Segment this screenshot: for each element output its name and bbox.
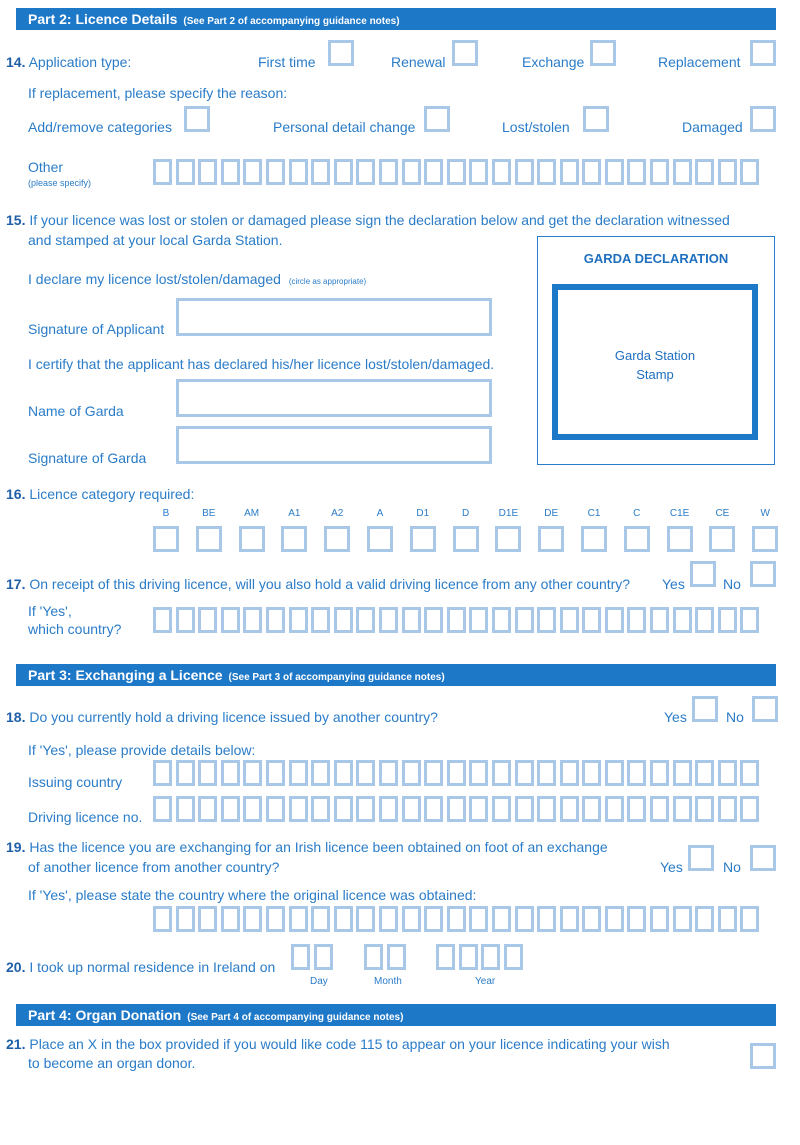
char-box[interactable] (537, 159, 556, 185)
char-box[interactable] (560, 159, 579, 185)
category-label: D1 (416, 508, 430, 519)
q15-line2: and stamped at your local Garda Station. (28, 232, 283, 248)
char-box[interactable] (424, 906, 443, 932)
char-box[interactable] (492, 607, 511, 633)
char-box[interactable] (243, 906, 262, 932)
part3-header (16, 664, 776, 686)
q18-no-label: No (726, 709, 744, 725)
other-label: Other (28, 159, 64, 175)
char-box[interactable] (560, 760, 579, 786)
char-box[interactable] (582, 760, 601, 786)
q16-label: 16. Licence category required: (6, 486, 195, 502)
q17-if-yes-2: which country? (28, 621, 122, 637)
certify-text: I certify that the applicant has declared his/her licence lost/stolen/damaged. (28, 356, 495, 372)
char-box[interactable] (650, 796, 669, 822)
category-checkbox[interactable] (752, 526, 778, 552)
char-box[interactable] (402, 159, 421, 185)
char-box[interactable] (447, 906, 466, 932)
char-box[interactable] (379, 159, 398, 185)
reason-lost-stolen-label: Lost/stolen (502, 119, 570, 135)
declare-note: (circle as appropriate) (288, 277, 367, 286)
char-box[interactable] (402, 906, 421, 932)
q19-no-label: No (723, 859, 741, 875)
q18-yes-label: Yes (664, 709, 687, 725)
q17-yes-checkbox[interactable] (690, 561, 716, 587)
char-box[interactable] (334, 906, 353, 932)
category-checkbox[interactable] (196, 526, 222, 552)
char-box[interactable] (266, 796, 285, 822)
char-box[interactable] (198, 159, 217, 185)
issuing-country-label: Issuing country (28, 774, 123, 790)
char-box[interactable] (492, 760, 511, 786)
category-label: C1 (587, 508, 601, 519)
signature-applicant-field[interactable] (176, 298, 492, 336)
category-label: W (760, 508, 770, 519)
char-box[interactable] (356, 906, 375, 932)
category-checkbox[interactable] (410, 526, 436, 552)
char-box[interactable] (311, 607, 330, 633)
other-input-boxes[interactable] (153, 159, 763, 185)
part2-title: Part 2: Licence Details (28, 11, 178, 27)
char-box[interactable] (379, 906, 398, 932)
q19-no-checkbox[interactable] (750, 845, 776, 871)
name-garda-label: Name of Garda (28, 403, 124, 419)
q19-yes-checkbox[interactable] (688, 845, 714, 871)
char-box[interactable] (469, 906, 488, 932)
category-checkbox[interactable] (453, 526, 479, 552)
char-box[interactable] (605, 760, 624, 786)
q19-yes-label: Yes (660, 859, 683, 875)
char-box[interactable] (356, 760, 375, 786)
part4-title: Part 4: Organ Donation (28, 1007, 182, 1023)
garda-declaration-panel (537, 236, 775, 465)
char-box[interactable] (447, 607, 466, 633)
char-box[interactable] (469, 159, 488, 185)
category-label: CE (715, 508, 730, 519)
char-box[interactable] (740, 906, 759, 932)
char-box[interactable] (266, 607, 285, 633)
char-box[interactable] (243, 796, 262, 822)
char-box[interactable] (436, 944, 455, 970)
day-label: Day (310, 976, 328, 987)
char-box[interactable] (447, 760, 466, 786)
category-label: A1 (288, 508, 301, 519)
char-box[interactable] (221, 760, 240, 786)
q18-label: 18. Do you currently hold a driving licence issued by another country? (6, 709, 438, 725)
month-boxes[interactable] (364, 944, 409, 970)
char-box[interactable] (198, 760, 217, 786)
category-label: A2 (331, 508, 344, 519)
char-box[interactable] (243, 760, 262, 786)
option-exchange-label: Exchange (522, 54, 585, 70)
char-box[interactable] (627, 906, 646, 932)
issuing-country-boxes[interactable] (153, 760, 763, 786)
month-label: Month (374, 976, 402, 987)
char-box[interactable] (289, 796, 308, 822)
char-box[interactable] (243, 607, 262, 633)
year-label: Year (475, 976, 496, 987)
char-box[interactable] (673, 159, 692, 185)
category-checkbox[interactable] (667, 526, 693, 552)
category-label: AM (244, 508, 260, 519)
char-box[interactable] (356, 159, 375, 185)
category-checkbox[interactable] (495, 526, 521, 552)
q18-if-yes: If 'Yes', please provide details below: (28, 742, 256, 758)
char-box[interactable] (356, 796, 375, 822)
char-box[interactable] (537, 906, 556, 932)
char-box[interactable] (289, 159, 308, 185)
year-boxes[interactable] (436, 944, 526, 970)
char-box[interactable] (334, 159, 353, 185)
stamp-line1: Garda Station (614, 348, 696, 363)
char-box[interactable] (718, 796, 737, 822)
signature-applicant-label: Signature of Applicant (28, 321, 165, 337)
char-box[interactable] (198, 607, 217, 633)
part4-note: (See Part 4 of accompanying guidance notes) (187, 1012, 404, 1023)
char-box[interactable] (289, 760, 308, 786)
char-box[interactable] (582, 159, 601, 185)
renewal-checkbox[interactable] (452, 40, 478, 66)
char-box[interactable] (314, 944, 333, 970)
char-box[interactable] (221, 607, 240, 633)
char-box[interactable] (402, 796, 421, 822)
char-box[interactable] (560, 607, 579, 633)
garda-stamp-box (552, 284, 758, 440)
category-checkbox[interactable] (324, 526, 350, 552)
declare-text: I declare my licence lost/stolen/damaged (circle as appropriate) (28, 271, 367, 287)
char-box[interactable] (311, 796, 330, 822)
char-box[interactable] (424, 159, 443, 185)
char-box[interactable] (176, 906, 195, 932)
reason-damaged-label: Damaged (682, 119, 743, 135)
signature-garda-label: Signature of Garda (28, 450, 147, 466)
exchange-checkbox[interactable] (590, 40, 616, 66)
char-box[interactable] (469, 607, 488, 633)
q19-line2: of another licence from another country? (28, 859, 280, 875)
licence-no-label: Driving licence no. (28, 809, 143, 825)
q17-no-checkbox[interactable] (750, 561, 776, 587)
char-box[interactable] (424, 607, 443, 633)
char-box[interactable] (334, 796, 353, 822)
char-box[interactable] (379, 760, 398, 786)
reason-personal-label: Personal detail change (273, 119, 416, 135)
q14-label: 14. Application type: (6, 54, 132, 70)
char-box[interactable] (537, 760, 556, 786)
char-box[interactable] (469, 796, 488, 822)
part3-title: Part 3: Exchanging a Licence (28, 667, 223, 683)
q19-line1: 19. Has the licence you are exchanging for an Irish licence been obtained on foot of an exchange (6, 839, 608, 855)
char-box[interactable] (673, 607, 692, 633)
q17-label: 17. On receipt of this driving licence, will you also hold a valid driving licence from any other country? (6, 576, 631, 592)
char-box[interactable] (266, 760, 285, 786)
name-garda-field[interactable] (176, 379, 492, 417)
other-note: (please specify) (28, 178, 92, 188)
q18-no-checkbox[interactable] (752, 696, 778, 722)
q15-line1: 15. If your licence was lost or stolen or damaged please sign the declaration below and get the declaration witnessed (6, 212, 730, 228)
char-box[interactable] (356, 607, 375, 633)
char-box[interactable] (447, 796, 466, 822)
char-box[interactable] (153, 159, 172, 185)
char-box[interactable] (605, 906, 624, 932)
category-checkbox[interactable] (624, 526, 650, 552)
category-checkbox[interactable] (709, 526, 735, 552)
category-label: C1E (669, 508, 690, 519)
char-box[interactable] (364, 944, 383, 970)
char-box[interactable] (718, 159, 737, 185)
category-checkbox[interactable] (538, 526, 564, 552)
part3-note: (See Part 3 of accompanying guidance notes) (228, 672, 445, 683)
char-box[interactable] (650, 760, 669, 786)
organ-donor-checkbox[interactable] (750, 1043, 776, 1069)
part2-note: (See Part 2 of accompanying guidance notes) (183, 16, 400, 27)
char-box[interactable] (198, 906, 217, 932)
char-box[interactable] (492, 796, 511, 822)
q17-country-boxes[interactable] (153, 607, 763, 633)
licence-no-boxes[interactable] (153, 796, 763, 822)
char-box[interactable] (673, 906, 692, 932)
char-box[interactable] (221, 796, 240, 822)
char-box[interactable] (424, 796, 443, 822)
char-box[interactable] (515, 796, 534, 822)
char-box[interactable] (243, 159, 262, 185)
char-box[interactable] (311, 906, 330, 932)
replacement-checkbox[interactable] (750, 40, 776, 66)
char-box[interactable] (447, 159, 466, 185)
char-box[interactable] (582, 796, 601, 822)
char-box[interactable] (718, 760, 737, 786)
char-box[interactable] (560, 906, 579, 932)
category-checkbox[interactable] (239, 526, 265, 552)
category-checkbox[interactable] (153, 526, 179, 552)
char-box[interactable] (582, 607, 601, 633)
char-box[interactable] (176, 607, 195, 633)
q20-label: 20. I took up normal residence in Ireland on (6, 959, 276, 975)
char-box[interactable] (515, 159, 534, 185)
part4-header (16, 1004, 776, 1026)
char-box[interactable] (221, 906, 240, 932)
char-box[interactable] (266, 159, 285, 185)
char-box[interactable] (221, 159, 240, 185)
char-box[interactable] (481, 944, 500, 970)
char-box[interactable] (627, 796, 646, 822)
category-label: B (162, 508, 170, 519)
char-box[interactable] (718, 607, 737, 633)
char-box[interactable] (673, 796, 692, 822)
category-checkbox[interactable] (281, 526, 307, 552)
char-box[interactable] (153, 760, 172, 786)
char-box[interactable] (627, 159, 646, 185)
char-box[interactable] (515, 906, 534, 932)
char-box[interactable] (515, 760, 534, 786)
char-box[interactable] (627, 760, 646, 786)
category-checkbox[interactable] (581, 526, 607, 552)
q21-line1: 21. Place an X in the box provided if you would like code 115 to appear on your licence indicating your wish (6, 1036, 670, 1052)
char-box[interactable] (379, 607, 398, 633)
char-box[interactable] (424, 760, 443, 786)
char-box[interactable] (605, 159, 624, 185)
reason-add-remove-checkbox[interactable] (184, 106, 210, 132)
stamp-line2: Stamp (636, 367, 674, 382)
char-box[interactable] (266, 906, 285, 932)
q17-if-yes-1: If 'Yes', (28, 603, 72, 619)
char-box[interactable] (176, 796, 195, 822)
char-box[interactable] (537, 607, 556, 633)
category-label: D (461, 508, 470, 519)
category-label: A (376, 508, 384, 519)
char-box[interactable] (515, 607, 534, 633)
category-label: DE (544, 508, 559, 519)
category-label: C (633, 508, 641, 519)
char-box[interactable] (504, 944, 523, 970)
first-time-checkbox[interactable] (328, 40, 354, 66)
part2-header (16, 8, 776, 30)
category-label: BE (202, 508, 216, 519)
char-box[interactable] (582, 906, 601, 932)
char-box[interactable] (334, 760, 353, 786)
char-box[interactable] (695, 906, 714, 932)
char-box[interactable] (469, 760, 488, 786)
char-box[interactable] (334, 607, 353, 633)
char-box[interactable] (311, 760, 330, 786)
char-box[interactable] (402, 607, 421, 633)
char-box[interactable] (153, 607, 172, 633)
char-box[interactable] (379, 796, 398, 822)
q21-line2: to become an organ donor. (28, 1055, 196, 1071)
char-box[interactable] (176, 159, 195, 185)
char-box[interactable] (153, 906, 172, 932)
char-box[interactable] (492, 906, 511, 932)
char-box[interactable] (695, 159, 714, 185)
char-box[interactable] (650, 607, 669, 633)
char-box[interactable] (402, 760, 421, 786)
day-boxes[interactable] (291, 944, 336, 970)
reason-lost-stolen-checkbox[interactable] (583, 106, 609, 132)
char-box[interactable] (605, 607, 624, 633)
reason-add-remove-label: Add/remove categories (28, 119, 172, 135)
char-box[interactable] (537, 796, 556, 822)
q19-if-yes: If 'Yes', please state the country where the original licence was obtained: (28, 887, 477, 903)
char-box[interactable] (492, 159, 511, 185)
char-box[interactable] (311, 159, 330, 185)
char-box[interactable] (740, 607, 759, 633)
char-box[interactable] (605, 796, 624, 822)
char-box[interactable] (695, 607, 714, 633)
char-box[interactable] (740, 796, 759, 822)
char-box[interactable] (459, 944, 478, 970)
char-box[interactable] (695, 796, 714, 822)
reason-personal-checkbox[interactable] (424, 106, 450, 132)
char-box[interactable] (291, 944, 310, 970)
char-box[interactable] (198, 796, 217, 822)
char-box[interactable] (740, 760, 759, 786)
char-box[interactable] (695, 760, 714, 786)
char-box[interactable] (289, 906, 308, 932)
q17-yes-label: Yes (662, 576, 685, 592)
option-renewal-label: Renewal (391, 54, 446, 70)
garda-declaration-title: GARDA DECLARATION (583, 251, 729, 266)
char-box[interactable] (718, 906, 737, 932)
char-box[interactable] (289, 607, 308, 633)
category-checkbox[interactable] (367, 526, 393, 552)
char-box[interactable] (387, 944, 406, 970)
category-label: D1E (498, 508, 519, 519)
char-box[interactable] (650, 159, 669, 185)
char-box[interactable] (650, 906, 669, 932)
char-box[interactable] (176, 760, 195, 786)
char-box[interactable] (153, 796, 172, 822)
signature-garda-field[interactable] (176, 426, 492, 464)
char-box[interactable] (673, 760, 692, 786)
char-box[interactable] (740, 159, 759, 185)
q17-no-label: No (723, 576, 741, 592)
option-first-time-label: First time (258, 54, 316, 70)
option-replacement-label: Replacement (658, 54, 741, 70)
char-box[interactable] (560, 796, 579, 822)
q19-country-boxes[interactable] (153, 906, 763, 932)
reason-damaged-checkbox[interactable] (750, 106, 776, 132)
char-box[interactable] (627, 607, 646, 633)
replacement-prompt: If replacement, please specify the reason: (28, 85, 288, 101)
q18-yes-checkbox[interactable] (692, 696, 718, 722)
